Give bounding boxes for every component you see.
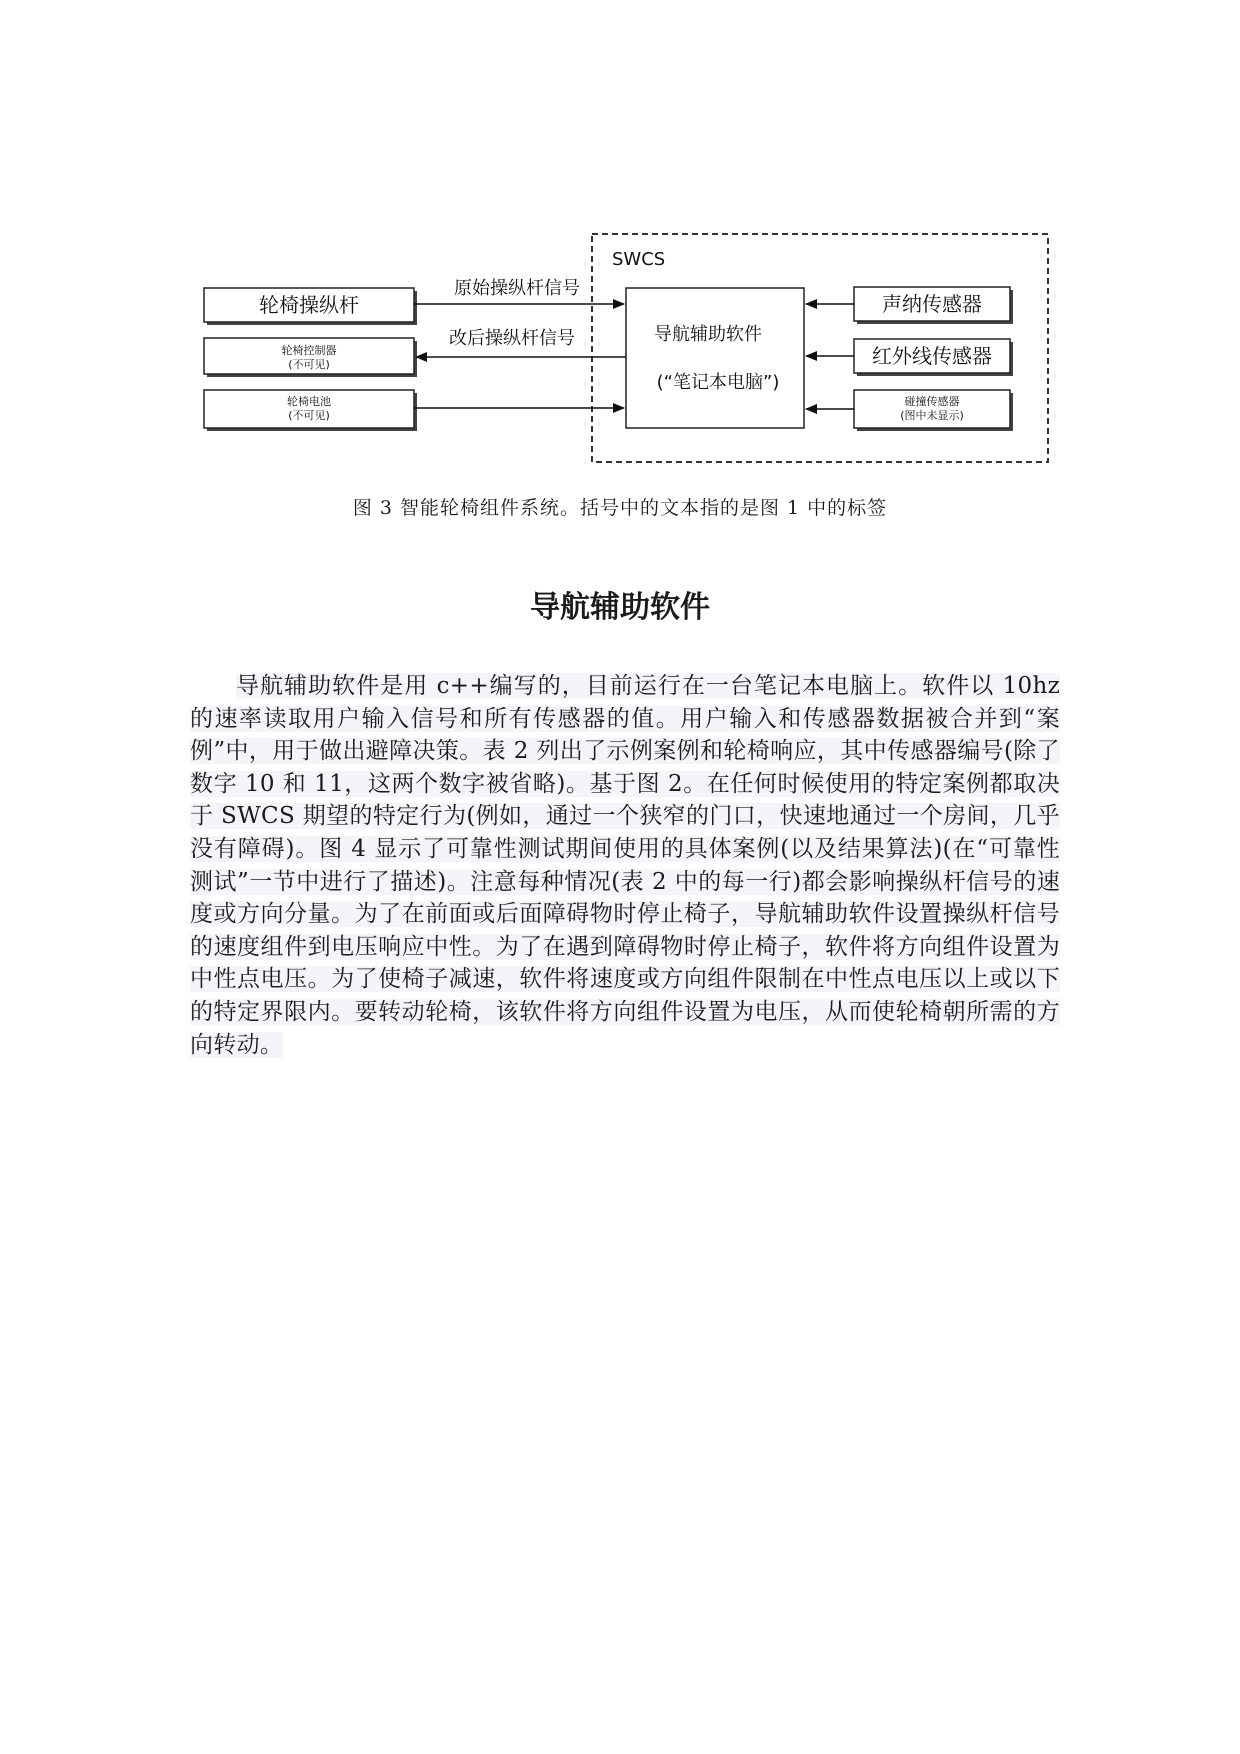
controller-sublabel: (不可见): [288, 358, 330, 371]
bump-sensor-label: 碰撞传感器: [904, 395, 960, 408]
battery-box: [204, 390, 417, 431]
sonar-box: [854, 287, 1013, 324]
section-body: [190, 670, 1060, 1061]
system-diagram: [0, 0, 1240, 480]
swcs-label: SWCS: [612, 249, 666, 270]
infrared-box: [854, 339, 1013, 376]
battery-label: 轮椅电池: [287, 395, 331, 408]
bump-sensor-box: [854, 390, 1013, 431]
nav-software-label: 导航辅助软件: [654, 324, 762, 345]
battery-sublabel: (不可见): [288, 409, 330, 422]
nav-software-box: [626, 288, 804, 428]
controller-label: 轮椅控制器: [281, 344, 337, 357]
modified-signal-label: 改后操纵杆信号: [449, 328, 575, 349]
bump-sensor-sublabel: (图中未显示): [900, 409, 964, 422]
laptop-label: (“笔记本电脑”): [656, 372, 780, 393]
controller-box: [204, 338, 417, 377]
body-paragraph: 导航辅助软件是用 c++编写的，目前运行在一台笔记本电脑上。软件以 10hz 的速率读取用户输入信号和所有传感器的值。用户输入和传感器数据被合并到“案例”中，用于做出避障决策。表 2 列出了示例案例和轮椅响应，其中传感器编号(除了数字 10 和 11，这两个数字被省略)。基于图 2。在任何时候使用的特定案例都取决于 SWCS 期望的特定行为(例如，通过一个狭窄的门口，快速地通过一个房间，几乎没有障碍)。图 4 显示了可靠性测试期间使用的具体案例(以及结果算法)(在“可靠性测试”一节中进行了描述)。注意每种情况(表 2 中的每一行)都会影响操纵杆信号的速度或方向分量。为了在前面或后面障碍物时停止椅子，导航辅助软件设置操纵杆信号的速度组件到电压响应中性。为了在遇到障碍物时停止椅子，软件将方向组件设置为中性点电压。为了使椅子减速，软件将速度或方向组件限制在中性点电压以上或以下的特定界限内。要转动轮椅，该软件将方向组件设置为电压，从而使轮椅朝所需的方向转动。: [190, 673, 1060, 1058]
figure-caption: 图 3 智能轮椅组件系统。括号中的文本指的是图 1 中的标签: [352, 497, 888, 519]
raw-signal-label: 原始操纵杆信号: [454, 278, 580, 299]
sonar-label: 声纳传感器: [882, 292, 982, 316]
joystick-box: [204, 288, 417, 325]
joystick-label: 轮椅操纵杆: [259, 293, 359, 317]
infrared-label: 红外线传感器: [872, 344, 992, 368]
section-title: 导航辅助软件: [530, 590, 710, 625]
